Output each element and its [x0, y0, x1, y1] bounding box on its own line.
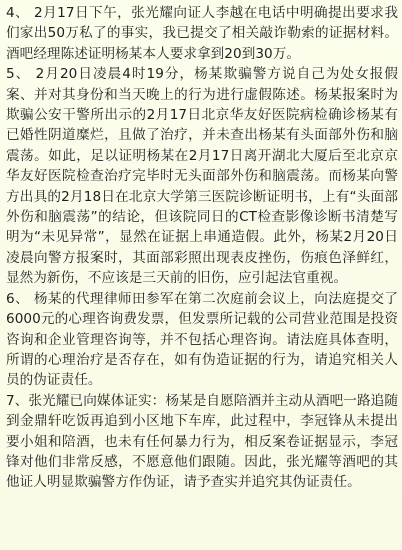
paragraph-5: 5、 2月20日凌晨4时19分，杨某欺骗警方说自己为处女报假案、并对其身份和当天晚上的行为进行虚假陈述。杨某报案时为欺骗公安干警所出示的2月17日北京华友好医院病检确诊杨某有已婚性阴道糜烂，且做了治疗，并未查出杨某有头面部外伤和脑震荡。如此，足以证明杨某在2月17日离开湖北大厦后至北京京华友好医院检查治疗完毕时无头面部外伤和脑震荡。而杨某向警方出具的2月18日在北京大学第三医院诊断证明书，上有“头面部外伤和脑震荡”的结论，但该院同日的CT检查影像诊断书清楚写明为“未见异常”，显然在证据上串通造假。此外，杨某2月20日凌晨向警方报案时，其面部彩照出现表皮挫伤，伤痕色泽鲜红，显然为新伤，不应该是三天前的旧伤，应引起法官重视。 — [6, 66, 398, 287]
paragraph-6: 6、 杨某的代理律师田参军在第二次庭前会议上，向法庭提交了 6000元的心理咨询费发票，但发票所记载的公司营业范围是投资咨询和企业管理咨询等，并不包括心理咨询。请法庭具体查明，所谓的心理治疗是否存在，如有伪造证据的行为，请追究相关人员的伪证责任。 — [6, 290, 398, 389]
paragraph-7: 7、张光耀已向媒体证实：杨某是自愿陪酒并主动从酒吧一路追随到金鼎轩吃饭再追到小区地下车库，此过程中，李冠锋从未提出要小姐和陪酒，也未有任何暴力行为，相反案卷证据显示，李冠锋对他们非常反感，不愿意他们跟随。因此，张光耀等酒吧的其他证人明显欺骗警方作伪证，请予查实并追究其伪证责任。 — [6, 392, 398, 491]
paragraph-4: 4、 2月17日下午，张光耀向证人李越在电话中明确提出要求我们家出50万私了的事实，我已提交了相关敲诈勒索的证据材料。酒吧经理陈述证明杨某本人要求拿到20到30万。 — [6, 5, 398, 62]
